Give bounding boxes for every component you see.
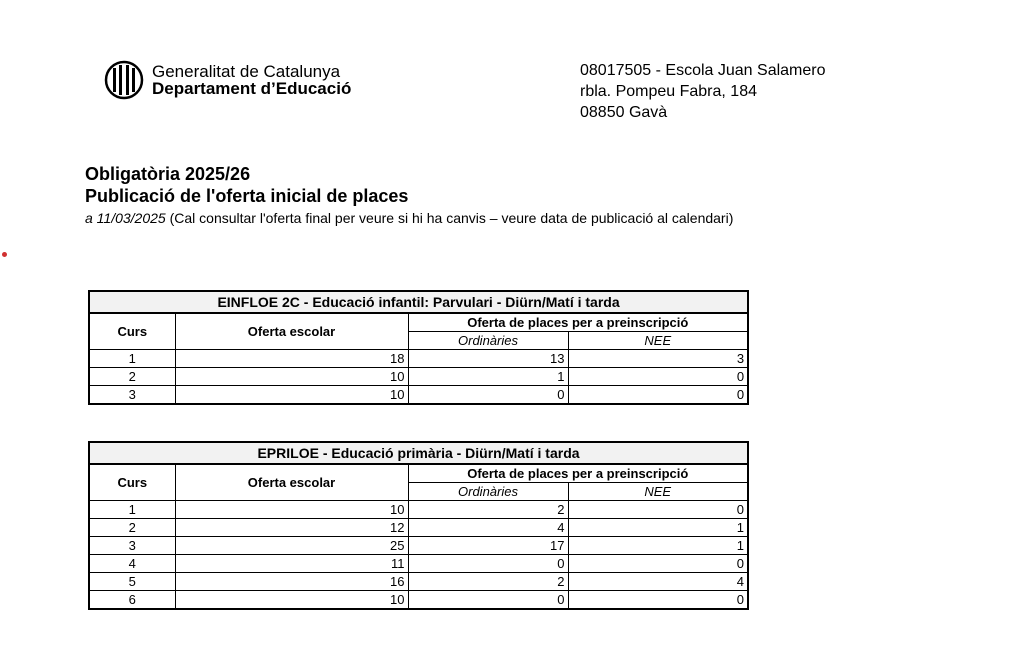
org-name: Generalitat de Catalunya — [152, 62, 341, 81]
table-row — [89, 519, 748, 537]
table-row — [89, 537, 748, 555]
page-title: Obligatòria 2025/26 — [85, 164, 251, 184]
cell-ordinaries: 13 — [408, 350, 568, 368]
cell-nee: 0 — [568, 501, 748, 519]
table-row — [89, 386, 748, 405]
cell-oferta: 25 — [175, 537, 408, 555]
column-header-oferta: Oferta escolar — [175, 464, 408, 501]
department-name: Departament d’Educació — [152, 79, 352, 98]
red-marker-dot — [2, 252, 7, 257]
table-row — [89, 350, 748, 368]
publication-date: a 11/03/2025 — [85, 210, 166, 226]
cell-ordinaries: 17 — [408, 537, 568, 555]
cell-curs: 6 — [89, 591, 175, 610]
cell-ordinaries: 0 — [408, 386, 568, 405]
table-row — [89, 368, 748, 386]
cell-oferta: 18 — [175, 350, 408, 368]
school-code-name: 08017505 - Escola Juan Salamero — [580, 62, 826, 79]
cell-nee: 0 — [568, 368, 748, 386]
cell-nee: 3 — [568, 350, 748, 368]
cell-oferta: 10 — [175, 368, 408, 386]
cell-nee: 4 — [568, 573, 748, 591]
column-header-ordinaries: Ordinàries — [408, 332, 568, 350]
cell-nee: 1 — [568, 519, 748, 537]
cell-oferta: 11 — [175, 555, 408, 573]
table-row — [89, 555, 748, 573]
column-header-curs: Curs — [89, 313, 175, 350]
column-header-ordinaries: Ordinàries — [408, 483, 568, 501]
cell-curs: 4 — [89, 555, 175, 573]
cell-oferta: 12 — [175, 519, 408, 537]
cell-oferta: 10 — [175, 501, 408, 519]
cell-ordinaries: 0 — [408, 555, 568, 573]
cell-nee: 0 — [568, 591, 748, 610]
school-address: rbla. Pompeu Fabra, 184 — [580, 83, 757, 100]
offer-table-infantil — [88, 290, 749, 405]
table-row — [89, 573, 748, 591]
cell-ordinaries: 2 — [408, 501, 568, 519]
cell-ordinaries: 4 — [408, 519, 568, 537]
school-city: 08850 Gavà — [580, 104, 668, 121]
table-title: EINFLOE 2C - Educació infantil: Parvulari - Diürn/Matí i tarda — [89, 291, 748, 313]
column-header-group: Oferta de places per a preinscripció — [408, 464, 748, 483]
generalitat-emblem-icon — [104, 60, 144, 100]
cell-oferta: 10 — [175, 591, 408, 610]
cell-curs: 3 — [89, 386, 175, 405]
generalitat-logo — [104, 60, 351, 100]
table-title: EPRILOE - Educació primària - Diürn/Matí i tarda — [89, 442, 748, 464]
cell-ordinaries: 2 — [408, 573, 568, 591]
cell-nee: 0 — [568, 386, 748, 405]
table-row — [89, 501, 748, 519]
cell-curs: 2 — [89, 519, 175, 537]
page-subtitle: Publicació de l'oferta inicial de places — [85, 186, 409, 206]
column-header-nee: NEE — [568, 332, 748, 350]
cell-curs: 1 — [89, 501, 175, 519]
cell-nee: 0 — [568, 555, 748, 573]
publication-note — [85, 209, 733, 227]
cell-curs: 3 — [89, 537, 175, 555]
table-row — [89, 591, 748, 610]
column-header-oferta: Oferta escolar — [175, 313, 408, 350]
cell-ordinaries: 0 — [408, 591, 568, 610]
column-header-curs: Curs — [89, 464, 175, 501]
publication-note-text: (Cal consultar l'oferta final per veure si hi ha canvis – veure data de publicació al calendari) — [165, 210, 734, 226]
column-header-group: Oferta de places per a preinscripció — [408, 313, 748, 332]
column-header-nee: NEE — [568, 483, 748, 501]
cell-ordinaries: 1 — [408, 368, 568, 386]
cell-curs: 1 — [89, 350, 175, 368]
cell-oferta: 16 — [175, 573, 408, 591]
cell-nee: 1 — [568, 537, 748, 555]
cell-curs: 5 — [89, 573, 175, 591]
document-titles — [85, 163, 733, 227]
offer-table-primaria — [88, 441, 749, 610]
school-info — [580, 60, 826, 123]
cell-oferta: 10 — [175, 386, 408, 405]
cell-curs: 2 — [89, 368, 175, 386]
